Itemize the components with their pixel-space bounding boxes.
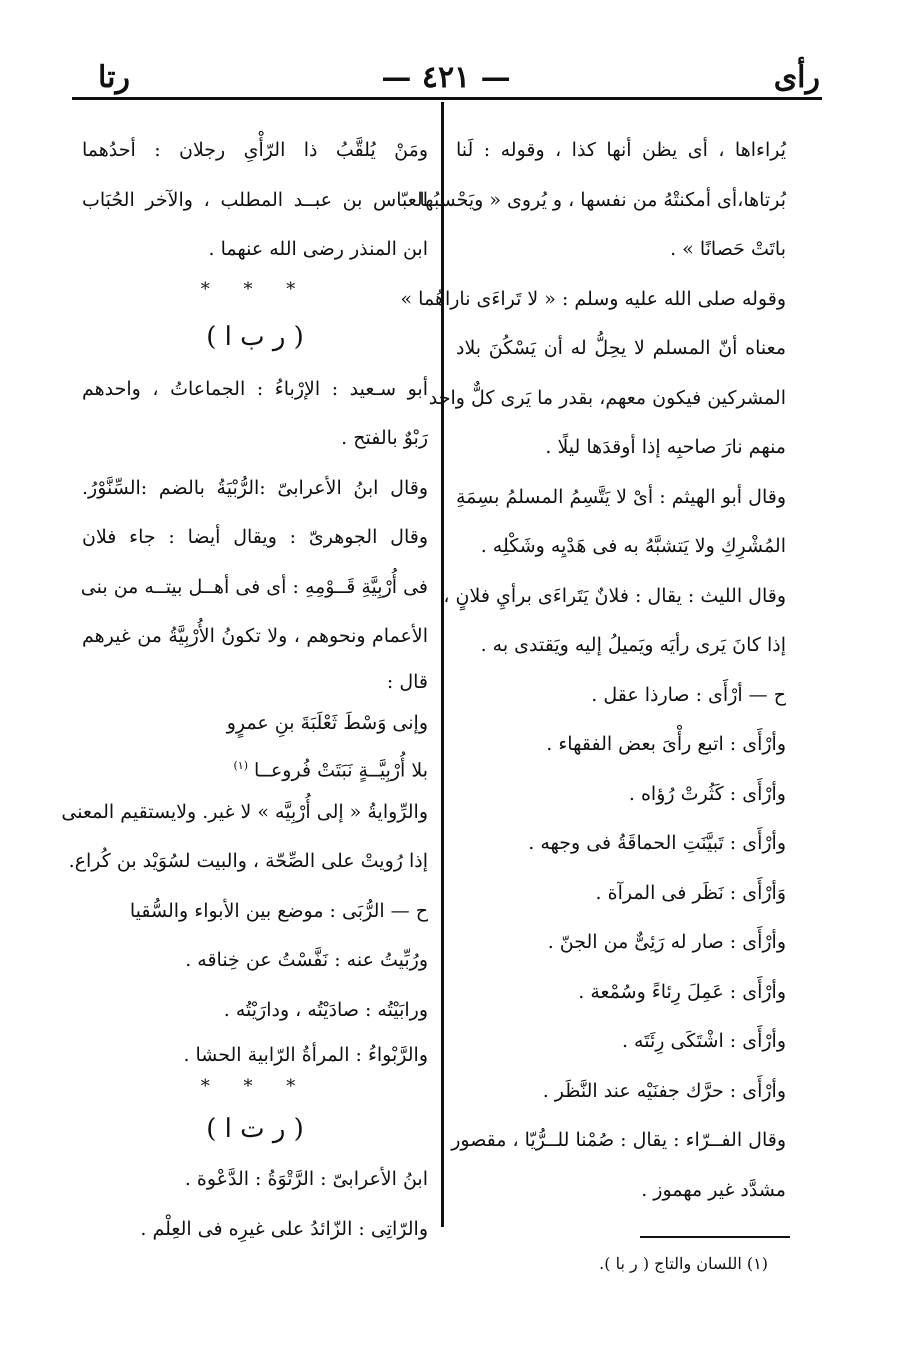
page-header (72, 58, 820, 98)
text-line: الأعمام ونحوهم ، ولا تكونُ الأُرْبِيَّةُ من غيرهم (82, 625, 428, 647)
entry-line: ح — الرُّبَى : موضع بين الأبواء والسُّقيا (129, 899, 428, 922)
left-column (61, 126, 428, 1254)
text-line: أبو سـعيد : الإرْباءُ : الجماعاتُ ، واحدهم (82, 377, 428, 400)
text-line: المُشْرِكِ ولا يَتشبَّهُ به فى هَدْيِه وشَكْلِه . (480, 535, 786, 557)
header-root-right: رأى (773, 60, 820, 95)
text-line: وقال الفــرّاء : يقال : صُمْنا للــرُّيّا ، مقصور (451, 1129, 786, 1151)
text-line: مشدَّد غير مهموز . (641, 1178, 786, 1201)
text-line: إذا رُويتْ على الصِّحّة ، والبيت لسُوَيْد بن كُراع. (68, 850, 428, 872)
entry-line: وأرْأَى : صار له رَئِىٌّ من الجنّ . (547, 931, 786, 953)
text-line: يُراءاها ، أى يظن أنها كذا ، وقوله : لَنا (456, 139, 786, 161)
text-line: قال : (386, 670, 428, 693)
entry-line: ورابَيْتُه : صادَيْتُه ، ودارَيْتُه . (223, 998, 428, 1021)
entry-line: والرّاتِى : الزّائدُ على غيرِه فى العِلْم . (140, 1217, 428, 1240)
text-line: بُرتاها،أى أمكنتْهُ من نفسها ، و يُروى « ويَحْسبُها (419, 188, 786, 211)
text-line: العبّاس بن عبــد المطلب ، والآخر الحُبَاب (82, 188, 428, 211)
footnote: (١) اللسان والتاج ( ر با ). (599, 1254, 768, 1273)
entry-line: ورُبِّيتُ عنه : نَفَّسْتُ عن خِناقه . (185, 949, 428, 971)
entry-line: وَأرْأَى : نَظَر فى المرآة . (595, 881, 786, 904)
text-line: رَبْوٌ بالفتح . (341, 427, 428, 449)
entry-line: وأرْأَى : عَمِلَ رِئاءً وسُمْعة . (578, 980, 786, 1003)
section-separator: * * * (200, 278, 310, 300)
entry-line: والرَّبْواءُ : المرأةُ الرّابية الحشا . (183, 1044, 428, 1066)
entry-line: وأرْأَى : اشْتَكَى رِئَتَه . (621, 1030, 786, 1052)
footnote-marker: (١) (233, 758, 248, 772)
text-line: وقال ابنُ الأعرابىّ :الرُّبْيَةُ بالضم :السِّنَّوْرُ. (82, 476, 428, 499)
entry-line: وأرْأَى : تَبيَّنَتِ الحماقَةُ فى وجهه . (528, 832, 786, 854)
section-title-rta: ( ر ت ا ) (206, 1114, 304, 1144)
entry-line: وأرْأَى : حرَّك جفنَيْه عند النَّظَر . (542, 1079, 786, 1102)
footnote-rule (640, 1236, 790, 1238)
verse-text: بلا أُرْبِيَّــةٍ نَبَتَتْ فُروعــا (254, 758, 428, 781)
entry-line: ح — أرْأَى : صارذا عقل . (591, 683, 786, 706)
column-divider (441, 102, 444, 1227)
text-line: ومَنْ يُلقَّبُ ذا الرّأْىِ رجلان : أحدُهما (82, 139, 428, 161)
text-line: فى أُرْبِيَّةِ قَــوْمِهِ : أى فى أهــل بيتــه من بنى (80, 575, 428, 598)
text-line: معناه أنّ المسلم لا يحِلُّ له أن يَسْكُنَ بلاد (456, 337, 786, 359)
section-separator: * * * (200, 1076, 310, 1097)
verse-line: وإنى وَسْطَ ثَعْلَبَةَ بنِ عمرٍو (226, 711, 428, 734)
text-line: وقال أبو الهيثم : أىْ لا يَتَّسِمُ المسلمُ بسِمَةِ (456, 485, 786, 508)
entry-line: وأرْأَى : كَثُرتْ رُؤاه . (628, 782, 786, 805)
page-number: — ٤٢١ — (381, 60, 511, 95)
text-line: المشركين فيكون معهم، بقدر ما يَرى كلٌّ واحد (428, 386, 786, 409)
section-title-rba: ( ر ب ا ) (206, 321, 304, 352)
text-line: إذا كانَ يَرى رأيَه ويَميلُ إليه ويَقتدى به . (480, 634, 786, 656)
entry-line: وأرْأَى : اتبع رأْىَ بعض الفقهاء . (546, 733, 786, 755)
header-rule (72, 97, 822, 100)
verse-line (82, 744, 428, 788)
text-line: ابن المنذر رضى الله عنهما . (208, 238, 428, 260)
text-line: وقوله صلى الله عليه وسلم : « لا تَراءَى ناراهُما » (400, 287, 786, 310)
text-line: وقال الجوهرىّ : ويقال أيضا : جاء فلان (82, 526, 428, 548)
text-line: باتَتْ حَصانًا » . (670, 238, 786, 260)
entry-line: ابنُ الأعرابىّ : الرَّتْوَةُ : الدَّعْوة . (184, 1168, 428, 1190)
text-line: منهم نارَ صاحبِه إذا أوقدَها ليلًا . (545, 436, 786, 458)
text-line: وقال الليث : يقال : فلانٌ يَتَراءَى برأيِ فلانٍ ، (443, 584, 786, 607)
right-column (400, 126, 786, 1215)
header-root-left: رتا (98, 60, 130, 95)
text-line: والرِّوايةُ « إلى أُرْبِيَّه » لا غير. ولايستقيم المعنى (61, 800, 428, 823)
